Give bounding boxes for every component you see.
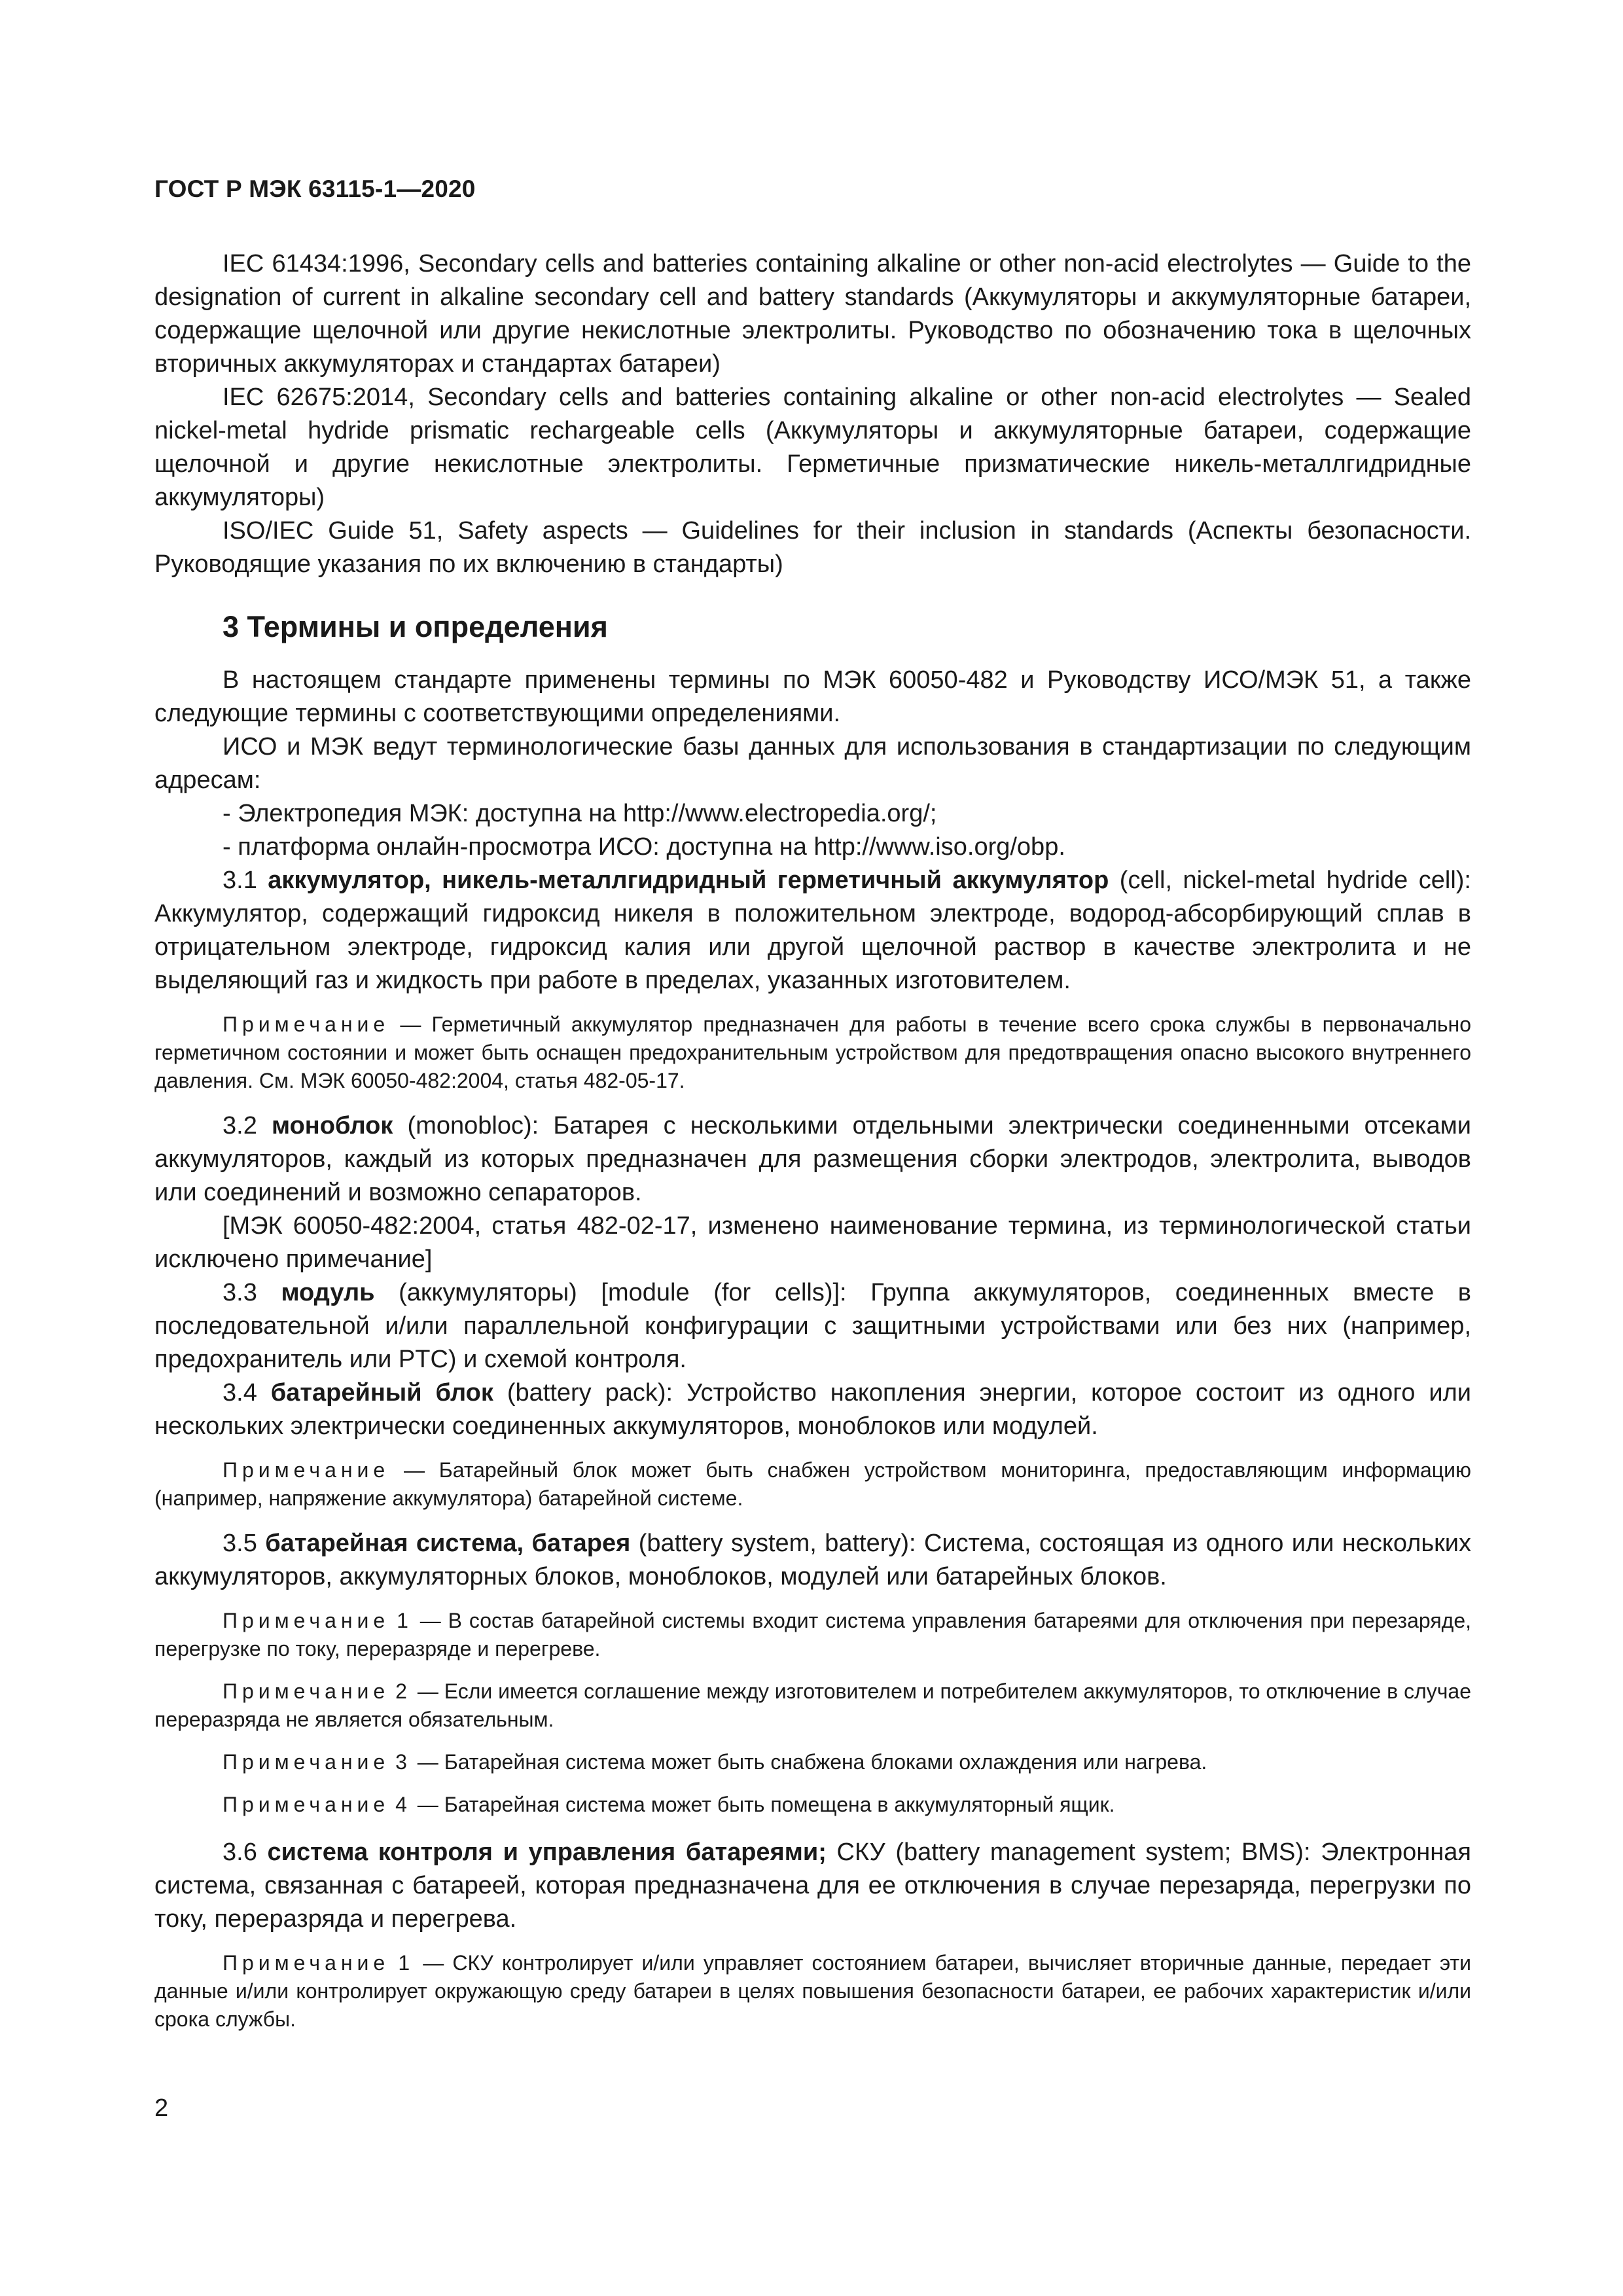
note-number: 4 — [395, 1793, 412, 1816]
note-text: — В состав батарейной системы входит система управления батареями для отключения при перезаряде, перегрузке по току, переразряде и перегреве. — [154, 1609, 1472, 1660]
term-name: аккумулятор, никель-металлгидридный герметичный аккумулятор — [268, 867, 1109, 894]
term-name: батарейная система, батарея — [265, 1530, 631, 1557]
note-text: — Герметичный аккумулятор предназначен для работы в течение всего срока службы в первоначально герметичном состоянии и может быть оснащен предохранительным устройством для предотвращения опасно высокого внутреннего давления. См. МЭК 60050-482:2004, статья 482-05-17. — [154, 1013, 1472, 1092]
note-label: Примечание — [223, 1793, 390, 1816]
page-number: 2 — [154, 2094, 169, 2122]
term-entry-3-1 — [154, 864, 1471, 997]
note-label: Примечание — [223, 1951, 390, 1975]
term-number: 3.1 — [223, 867, 257, 894]
list-item-iso-obp: - платформа онлайн-просмотра ИСО: доступна на http://www.iso.org/obp. — [223, 833, 1065, 861]
term-source-3-2: [МЭК 60050-482:2004, статья 482-02-17, изменено наименование термина, из терминологической статьи исключено примечание] — [154, 1212, 1471, 1273]
term-name: батарейный блок — [270, 1379, 493, 1407]
term-definition: (battery pack): Устройство накопления энергии, которое состоит из одного или нескольких электрически соединенных аккумуляторов, моноблоков или модулей. — [154, 1379, 1471, 1440]
document-code-header: ГОСТ Р МЭК 63115-1—2020 — [154, 175, 476, 202]
note-3-5-4 — [154, 1791, 1471, 1819]
term-name: модуль — [281, 1279, 375, 1306]
reference-iso-iec-guide-51: ISO/IEC Guide 51, Safety aspects — Guidelines for their inclusion in standards (Аспекты безопасности. Руководящие указания по их включению в стандарты) — [154, 517, 1471, 578]
term-name: моноблок — [271, 1112, 393, 1139]
note-label: Примечание — [223, 1679, 390, 1703]
note-text: — Батарейная система может быть помещена в аккумуляторный ящик. — [417, 1793, 1115, 1816]
reference-iec-62675: IEC 62675:2014, Secondary cells and batteries containing alkaline or other non-acid electrolytes — Sealed nickel-metal hydride prismatic rechargeable cells (Аккумуляторы и аккумуляторные батареи, содержащие щелочной и другие некислотные электролиты. Герметичные призматические никель-металлгидридные аккумуляторы) — [154, 384, 1471, 511]
term-definition: (monobloc): Батарея с несколькими отдельными электрически соединенными отсеками аккумуляторов, каждый из которых предназначен для размещения сборки электродов, электролита, выводов или соединений и возможно сепараторов. — [154, 1112, 1471, 1206]
note-3-4 — [154, 1456, 1471, 1513]
note-text: — СКУ контролирует и/или управляет состоянием батареи, вычисляет вторичные данные, передает эти данные и/или контролирует окружающую среду батареи в целях повышения безопасности батареи, ее рабочих характеристик и/или срока службы. — [154, 1951, 1472, 2031]
term-number: 3.5 — [223, 1530, 257, 1557]
reference-iec-61434: IEC 61434:1996, Secondary cells and batteries containing alkaline or other non-acid electrolytes — Guide to the designation of current in alkaline secondary cell and battery standards (Аккумуляторы и аккумуляторные батареи, содержащие щелочной или другие некислотные электролиты. Руководство по обозначению тока в щелочных вторичных аккумуляторах и стандартах батареи) — [154, 250, 1471, 378]
note-3-5-1 — [154, 1607, 1471, 1663]
note-label: Примечание — [223, 1013, 390, 1036]
note-3-1 — [154, 1011, 1471, 1095]
note-label: Примечание — [223, 1458, 390, 1482]
list-item-electropedia: - Электропедия МЭК: доступна на http://www.electropedia.org/; — [223, 800, 937, 827]
term-entry-3-6 — [154, 1836, 1471, 1936]
term-entry-3-4 — [154, 1376, 1471, 1443]
note-label: Примечание — [223, 1609, 390, 1632]
terminology-databases-paragraph: ИСО и МЭК ведут терминологические базы данных для использования в стандартизации по следующим адресам: — [154, 733, 1471, 794]
note-3-5-3 — [154, 1748, 1471, 1776]
term-name: система контроля и управления батареями; — [267, 1839, 827, 1866]
note-text: — Батарейная система может быть снабжена блоками охлаждения или нагрева. — [417, 1750, 1207, 1774]
term-number: 3.3 — [223, 1279, 257, 1306]
term-number: 3.2 — [223, 1112, 257, 1139]
note-label: Примечание — [223, 1750, 390, 1774]
term-entry-3-5 — [154, 1527, 1471, 1594]
note-number: 1 — [398, 1951, 415, 1975]
page-body — [154, 247, 1471, 2048]
term-entry-3-3 — [154, 1276, 1471, 1376]
term-number: 3.6 — [223, 1839, 257, 1866]
note-number: 1 — [397, 1609, 413, 1632]
term-number: 3.4 — [223, 1379, 257, 1407]
term-definition: СКУ (battery management system; BMS): Электронная система, связанная с батареей, которая предназначена для ее отключения в случае перезаряда, перегрузки по току, переразряда и перегрева. — [154, 1839, 1471, 1933]
note-text: — Если имеется соглашение между изготовителем и потребителем аккумуляторов, то отключение в случае переразряда не является обязательным. — [154, 1679, 1472, 1731]
term-definition: (battery system, battery): Система, состоящая из одного или нескольких аккумуляторов, аккумуляторных блоков, моноблоков, модулей или батарейных блоков. — [154, 1530, 1472, 1590]
note-number: 3 — [395, 1750, 412, 1774]
note-3-5-2 — [154, 1677, 1471, 1734]
term-definition: (cell, nickel-metal hydride cell): Аккумулятор, содержащий гидроксид никеля в положительном электроде, водород-абсорбирующий сплав в отрицательном электроде, гидроксид калия или другой щелочной раствор в качестве электролита и не выделяющий газ и жидкость при работе в пределах, указанных изготовителем. — [154, 867, 1471, 994]
note-3-6-1 — [154, 1949, 1471, 2034]
term-definition: (аккумуляторы) [module (for cells)]: Группа аккумуляторов, соединенных вместе в последовательной и/или параллельной конфигурации с защитными устройствами или без них (например, предохранитель или PTC) и схемой контроля. — [154, 1279, 1471, 1373]
section-heading-terms: 3 Термины и определения — [223, 610, 608, 643]
section-intro-paragraph: В настоящем стандарте применены термины по МЭК 60050-482 и Руководству ИСО/МЭК 51, а также следующие термины с соответствующими определениями. — [154, 666, 1471, 727]
note-number: 2 — [395, 1679, 412, 1703]
note-text: — Батарейный блок может быть снабжен устройством мониторинга, предоставляющим информацию (например, напряжение аккумулятора) батарейной системе. — [154, 1458, 1472, 1510]
term-entry-3-2 — [154, 1109, 1471, 1210]
